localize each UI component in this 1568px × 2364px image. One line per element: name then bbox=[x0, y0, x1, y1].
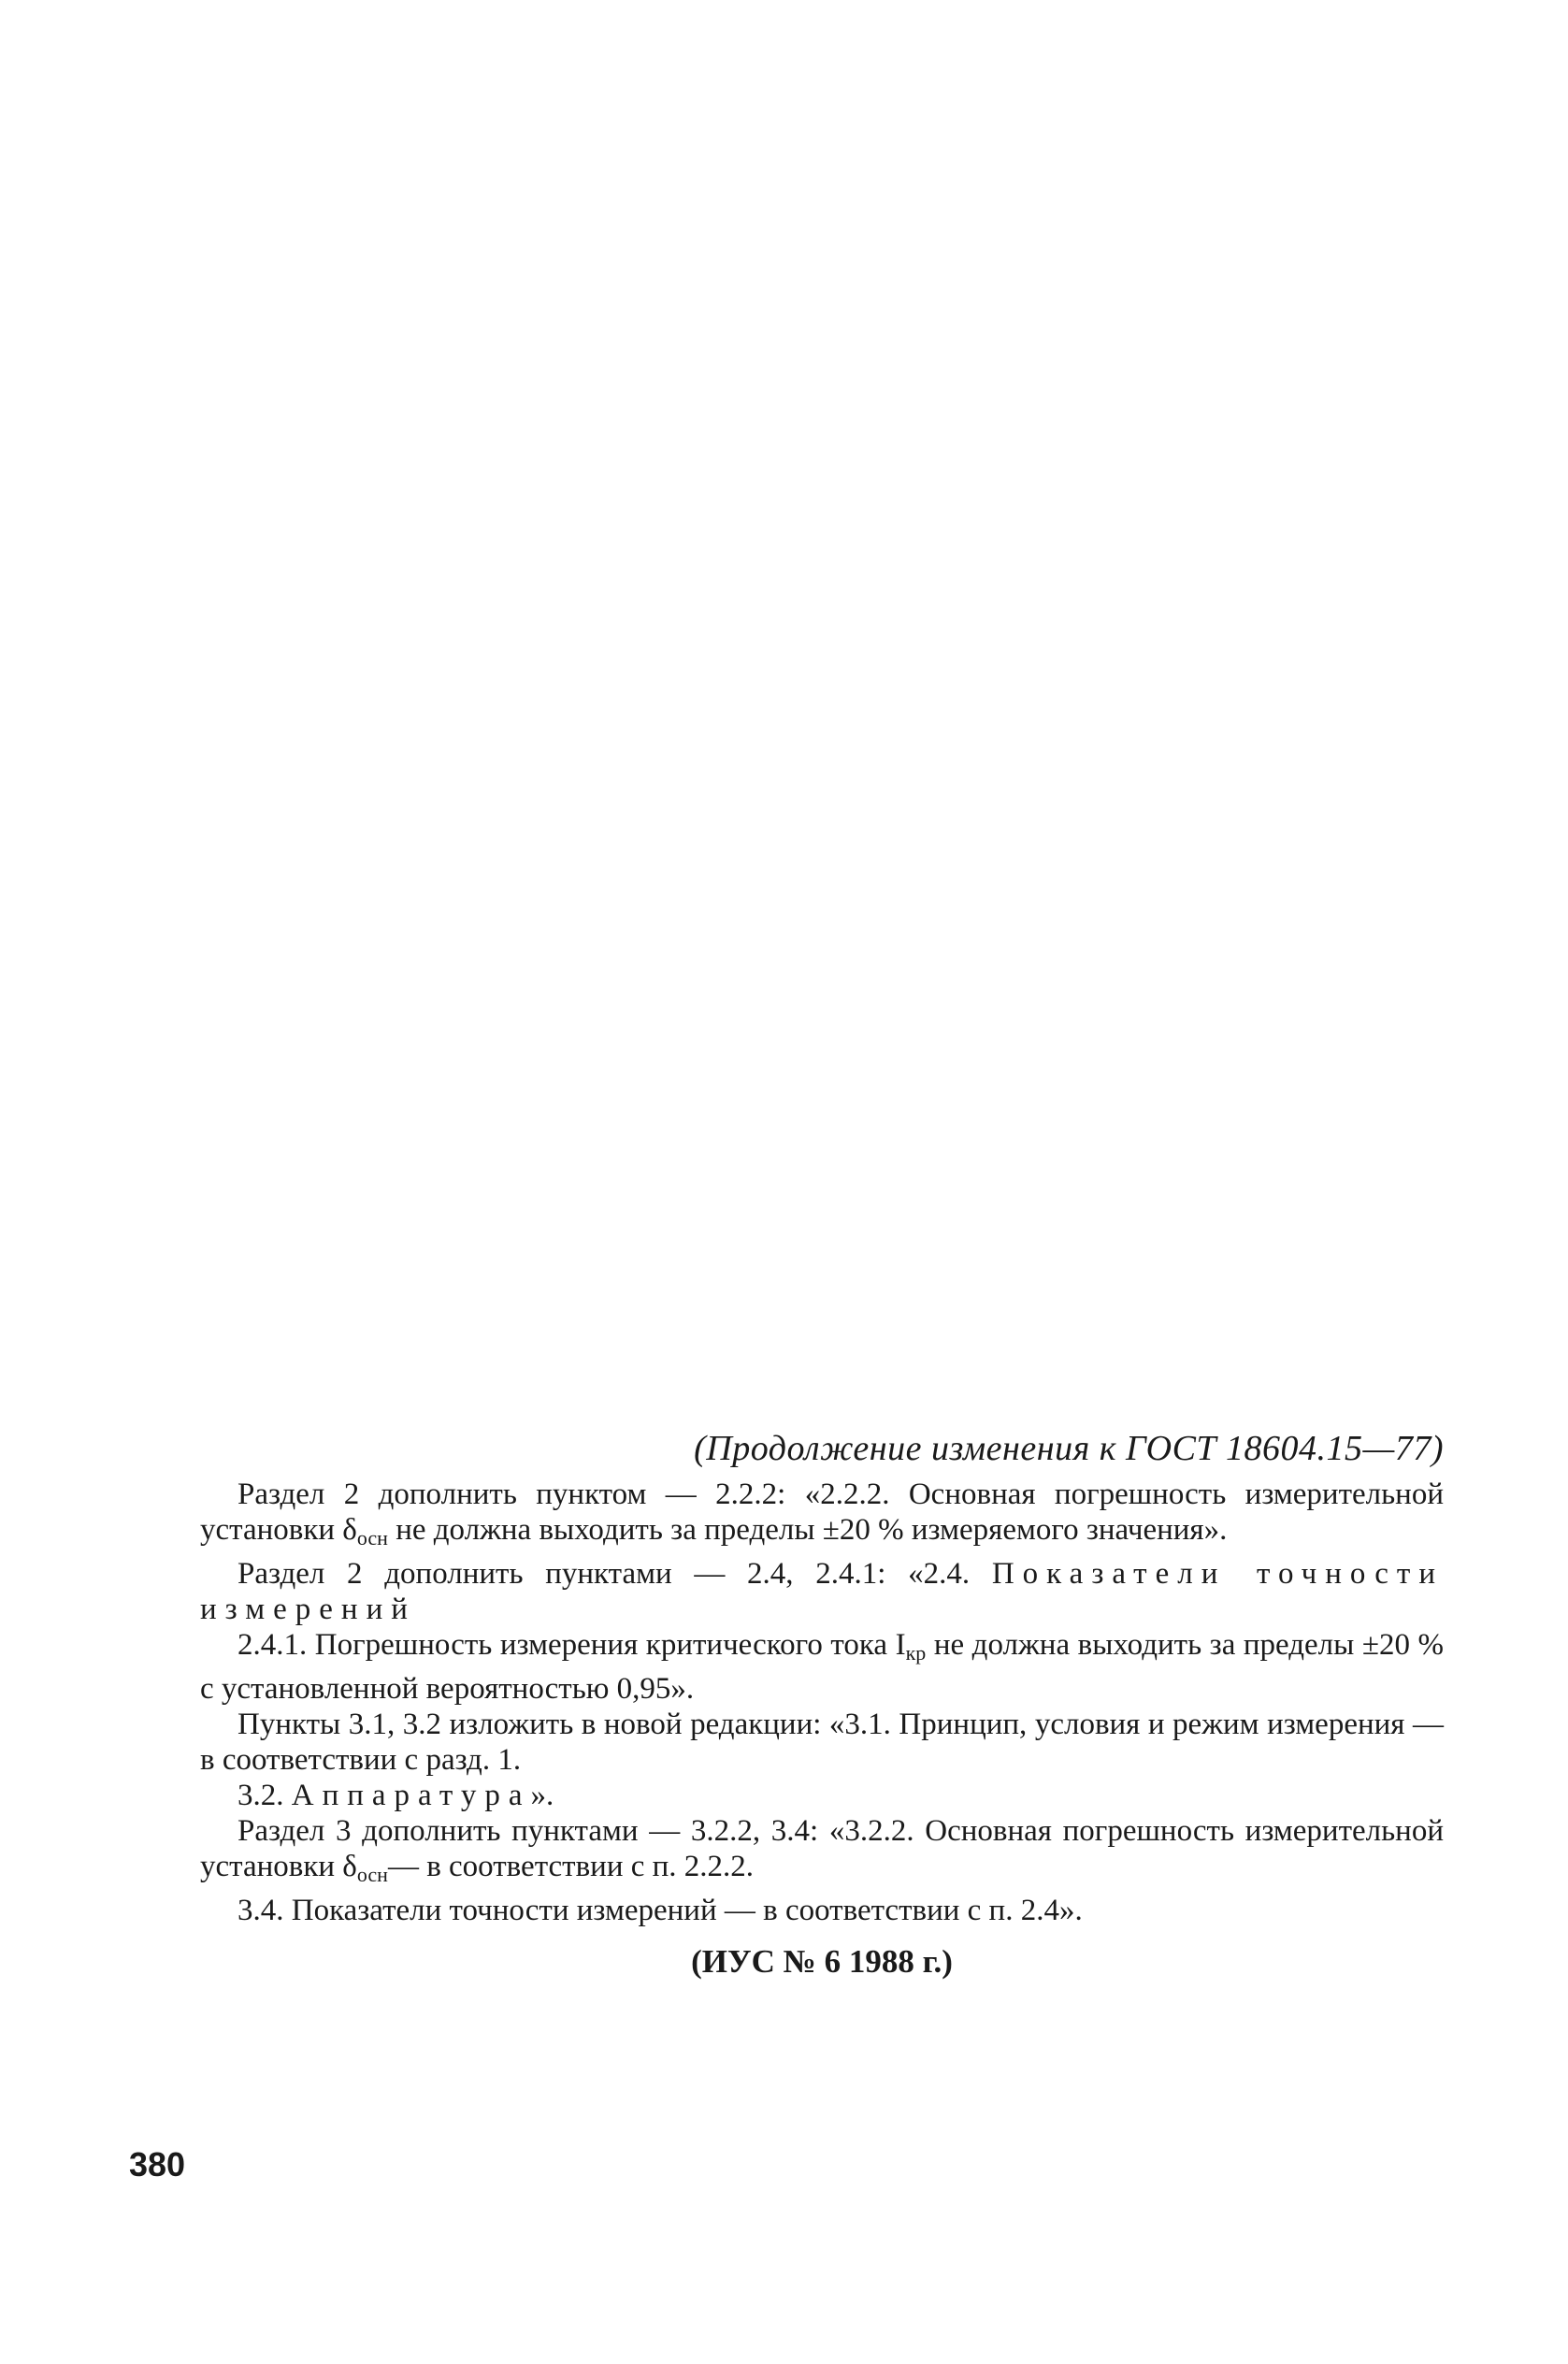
paragraph-section-2-point-2-2-2 bbox=[200, 1477, 1444, 1556]
paragraph-text: Раздел 2 дополнить пунктами — 2.4, 2.4.1: «2.4. bbox=[237, 1557, 992, 1591]
paragraph-section-3-points bbox=[200, 1813, 1444, 1893]
paragraph-section-2-points-2-4 bbox=[200, 1556, 1444, 1627]
paragraph-point-3-2 bbox=[200, 1778, 1444, 1813]
paragraph-point-3-4: 3.4. Показатели точности измерений — в соответствии с п. 2.4». bbox=[237, 1894, 1083, 1927]
paragraph-text: Раздел 2 дополнить пунктом — 2.2.2: «2.2.2. Основная погрешность измерительной установки δ bbox=[200, 1478, 1444, 1547]
subscript-kr: кр bbox=[905, 1641, 927, 1665]
subscript-osn: осн bbox=[356, 1863, 388, 1886]
amendment-text-block bbox=[200, 1426, 1444, 1982]
paragraph-text: не должна выходить за пределы ±20 % с установленной вероятностью 0,95». bbox=[200, 1628, 1444, 1706]
paragraph-text: ». bbox=[530, 1779, 554, 1812]
amendment-heading: (Продолжение изменения к ГОСТ 18604.15—77) bbox=[694, 1429, 1444, 1468]
page-number: 380 bbox=[129, 2145, 186, 2184]
paragraph-points-3-1-3-2: Пункты 3.1, 3.2 изложить в новой редакции: «3.1. Принцип, условия и режим измерения — в соответствии с разд. 1. bbox=[200, 1708, 1444, 1777]
paragraph-text: — в соответствии с п. 2.2.2. bbox=[387, 1850, 755, 1883]
paragraph-text: не должна выходить за пределы ±20 % измеряемого значения». bbox=[387, 1513, 1228, 1547]
paragraph-text: 3.2. bbox=[237, 1779, 292, 1812]
subscript-osn: осн bbox=[356, 1526, 388, 1550]
spaced-subheading: Аппаратура bbox=[291, 1779, 531, 1812]
paragraph-point-2-4-1 bbox=[200, 1627, 1444, 1707]
paragraph-text: 2.4.1. Погрешность измерения критического тока I bbox=[237, 1628, 906, 1662]
publication-reference: (ИУС № 6 1988 г.) bbox=[691, 1943, 953, 1980]
paragraph-text: Раздел 3 дополнить пунктами — 3.2.2, 3.4: «3.2.2. Основная погрешность измерительной установки δ bbox=[200, 1814, 1444, 1883]
spaced-subheading: Показатели точности измерений bbox=[200, 1557, 1444, 1626]
